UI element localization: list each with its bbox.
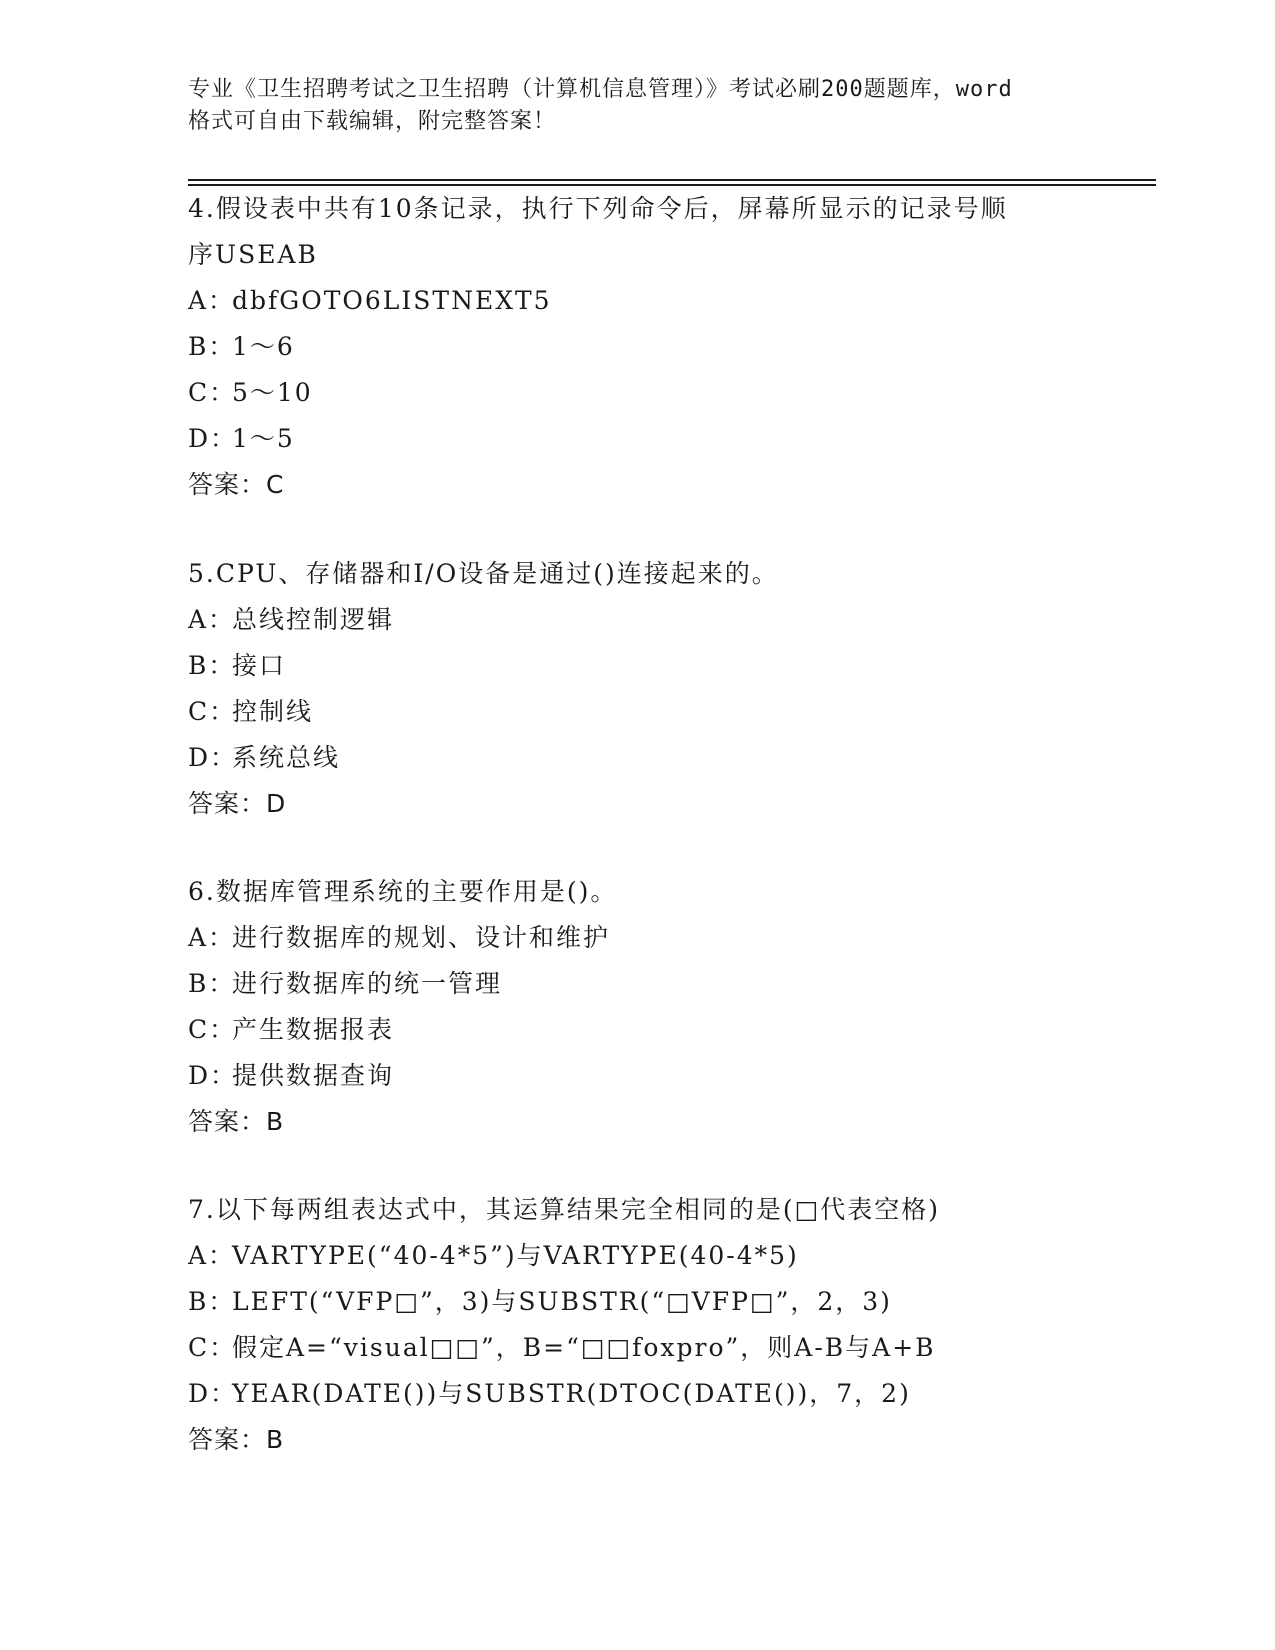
header-divider-top xyxy=(188,179,1156,181)
question-stem: 6.数据库管理系统的主要作用是()。 xyxy=(188,877,618,906)
option-b xyxy=(188,324,1088,370)
option-d xyxy=(188,735,1088,781)
option-label: B： xyxy=(188,969,236,998)
document-header xyxy=(188,74,1088,138)
question-stem-continued: 序USEAB xyxy=(188,240,318,269)
option-a xyxy=(188,1233,1088,1279)
option-c xyxy=(188,689,1088,735)
option-label: D： xyxy=(188,1379,238,1408)
option-label: B： xyxy=(188,651,236,680)
option-label: A： xyxy=(188,923,236,952)
option-text: 进行数据库的统一管理 xyxy=(232,969,503,998)
answer: 答案：D xyxy=(188,789,287,818)
option-b xyxy=(188,1279,1088,1325)
option-label: D： xyxy=(188,1061,238,1090)
question-6 xyxy=(188,869,1088,1145)
option-label: A： xyxy=(188,1241,236,1270)
option-label: D： xyxy=(188,424,238,453)
option-label: C： xyxy=(188,1333,237,1362)
option-text: LEFT(“VFP□”，3)与SUBSTR(“□VFP□”，2，3) xyxy=(232,1287,892,1316)
option-text: 进行数据库的规划、设计和维护 xyxy=(232,923,611,952)
option-label: C： xyxy=(188,697,237,726)
option-label: C： xyxy=(188,378,237,407)
option-label: C： xyxy=(188,1015,237,1044)
answer: 答案：B xyxy=(188,1425,285,1454)
option-text: YEAR(DATE())与SUBSTR(DTOC(DATE())，7，2) xyxy=(232,1379,911,1408)
option-text: 提供数据查询 xyxy=(232,1061,395,1090)
option-text: 控制线 xyxy=(232,697,314,726)
option-text: 接口 xyxy=(232,651,287,680)
option-label: B： xyxy=(188,1287,236,1316)
option-label: D： xyxy=(188,743,238,772)
option-d xyxy=(188,1371,1088,1417)
question-stem: 7.以下每两组表达式中，其运算结果完全相同的是(□代表空格) xyxy=(188,1195,940,1224)
option-c xyxy=(188,370,1088,416)
answer: 答案：B xyxy=(188,1107,285,1136)
option-label: A： xyxy=(188,286,236,315)
option-c xyxy=(188,1325,1088,1371)
option-a xyxy=(188,278,1088,324)
option-label: B： xyxy=(188,332,236,361)
option-text: 产生数据报表 xyxy=(232,1015,395,1044)
header-line-1: 专业《卫生招聘考试之卫生招聘（计算机信息管理）》考试必刷200题题库，word xyxy=(188,77,1013,102)
option-b xyxy=(188,961,1088,1007)
option-text: 假定A=“visual□□”，B=“□□foxpro”，则A-B与A+B xyxy=(232,1333,936,1362)
option-text: 总线控制逻辑 xyxy=(232,605,395,634)
question-4 xyxy=(188,186,1088,508)
question-stem: 5.CPU、存储器和I/O设备是通过()连接起来的。 xyxy=(188,559,779,588)
option-b xyxy=(188,643,1088,689)
question-stem: 4.假设表中共有10条记录，执行下列命令后，屏幕所显示的记录号顺 xyxy=(188,194,1008,223)
option-text: 1～6 xyxy=(232,332,295,361)
option-text: 系统总线 xyxy=(232,743,341,772)
question-5 xyxy=(188,551,1088,827)
option-text: 5～10 xyxy=(232,378,313,407)
option-c xyxy=(188,1007,1088,1053)
answer: 答案：C xyxy=(188,470,285,499)
option-label: A： xyxy=(188,605,236,634)
option-d xyxy=(188,1053,1088,1099)
header-line-2: 格式可自由下载编辑，附完整答案！ xyxy=(188,109,557,134)
option-text: 1～5 xyxy=(232,424,295,453)
option-text: dbfGOTO6LISTNEXT5 xyxy=(232,286,552,315)
option-text: VARTYPE(“40-4*5”)与VARTYPE(40-4*5) xyxy=(232,1241,799,1270)
option-a xyxy=(188,597,1088,643)
question-7 xyxy=(188,1187,1088,1463)
option-d xyxy=(188,416,1088,462)
option-a xyxy=(188,915,1088,961)
